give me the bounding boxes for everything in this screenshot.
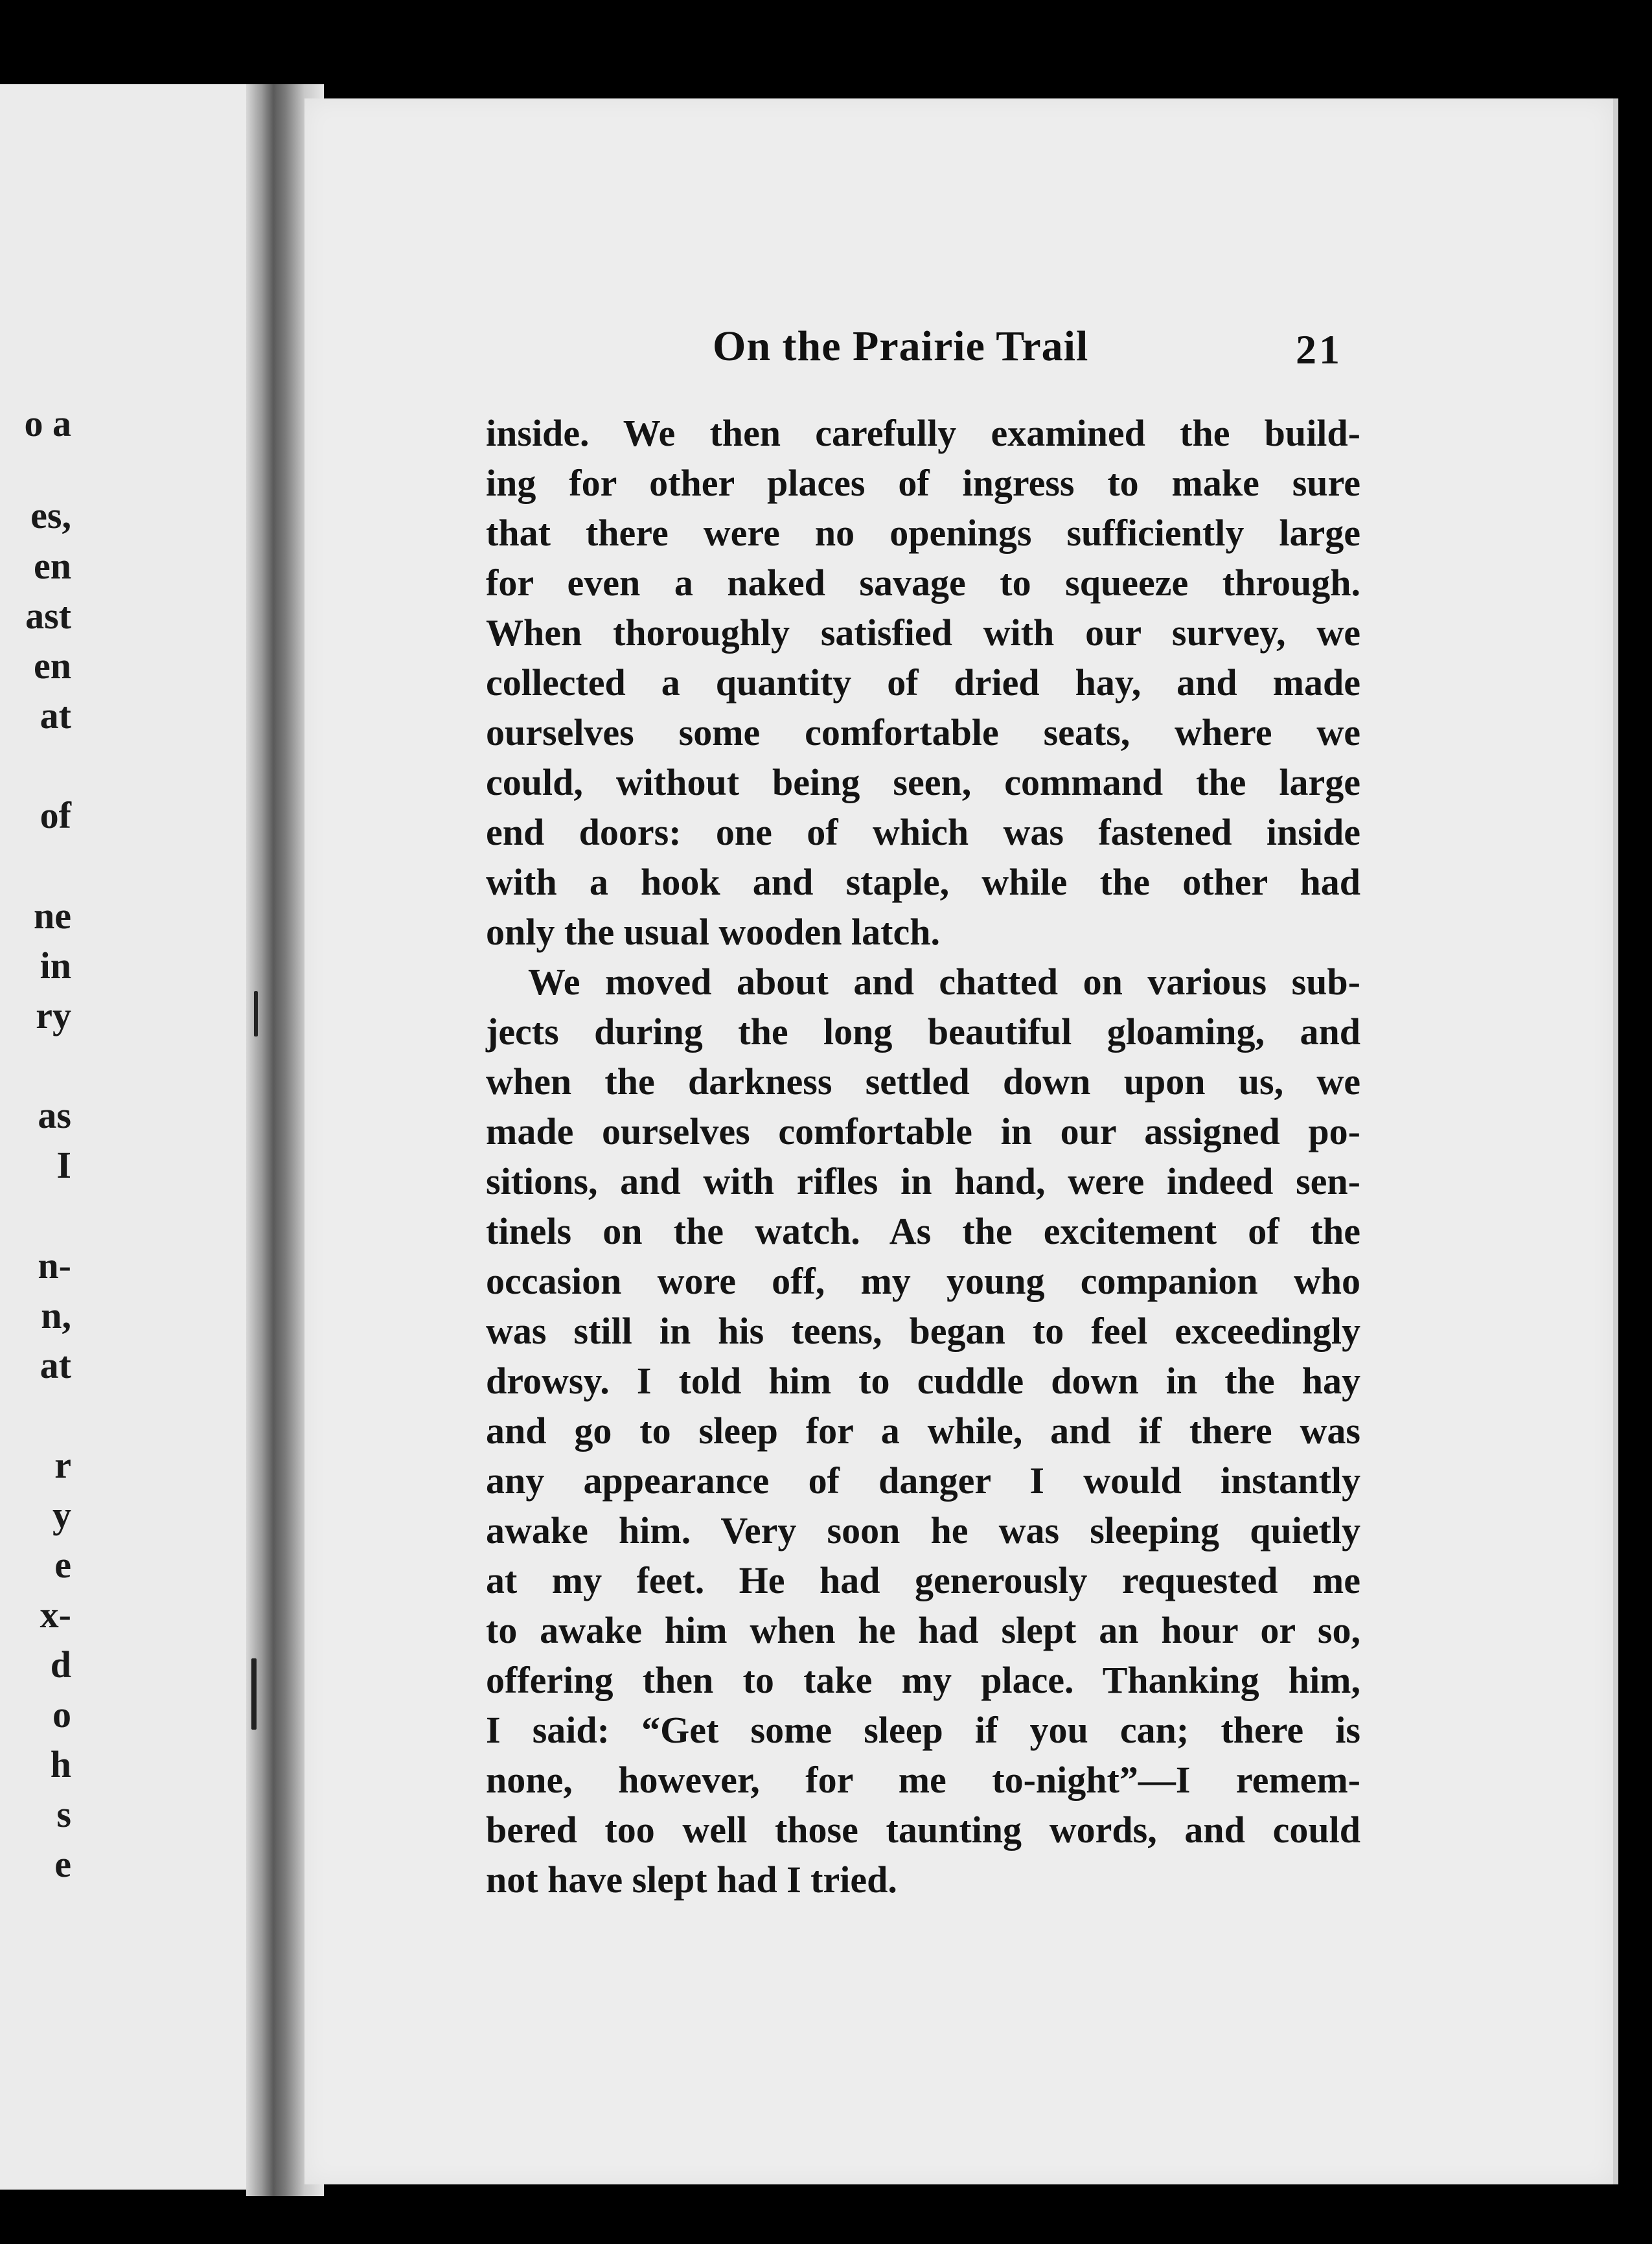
left-line-fragment: ne [34,895,71,937]
left-line-fragment: d [50,1643,71,1686]
text-line: I said: “Get some sleep if you can; there is [486,1709,1360,1751]
left-page-fragment [0,84,266,2190]
text-line: occasion wore off, my young companion who [486,1260,1360,1302]
left-line-fragment: at [40,1344,71,1386]
text-line: made ourselves comfortable in our assigned po- [486,1110,1360,1152]
text-line: end doors: one of which was fastened inside [486,811,1360,853]
left-line-fragment: ry [36,994,71,1036]
left-line-fragment: h [50,1743,71,1785]
text-line: with a hook and staple, while the other had [486,861,1360,903]
gutter-mark [251,1658,257,1730]
running-title: On the Prairie Trail [713,323,1089,370]
page-number: 21 [1296,326,1342,372]
text-line: tinels on the watch. As the excitement of the [486,1210,1360,1252]
text-line: awake him. Very soon he was sleeping quietly [486,1509,1360,1551]
left-line-fragment: es, [30,494,71,536]
text-line: ing for other places of ingress to make sure [486,462,1360,504]
text-line: collected a quantity of dried hay, and made [486,661,1360,704]
text-line: We moved about and chatted on various sub- [528,961,1360,1003]
left-line-fragment: of [40,794,71,836]
text-line: drowsy. I told him to cuddle down in the hay [486,1360,1360,1402]
left-line-fragment: x- [40,1594,71,1636]
gutter-mark [254,991,258,1036]
left-line-fragment: s [56,1793,71,1835]
body-text [486,408,1360,1905]
text-line: and go to sleep for a while, and if there was [486,1410,1360,1452]
left-line-fragment: r [54,1444,71,1486]
text-line: was still in his teens, began to feel exceedingly [486,1310,1360,1352]
left-line-fragment: ast [25,595,71,637]
text-line: jects during the long beautiful gloaming, and [486,1011,1360,1053]
book-page [304,98,1618,2184]
left-line-fragment: at [40,694,71,737]
left-line-fragment: n- [38,1244,71,1287]
running-head [304,322,1613,374]
left-line-fragment: I [56,1144,71,1186]
left-line-fragment: y [52,1494,71,1536]
paragraph [486,408,1360,957]
text-line: When thoroughly satisfied with our survey, we [486,612,1360,654]
text-line: any appearance of danger I would instantly [486,1460,1360,1502]
text-line: only the usual wooden latch. [486,911,940,953]
text-line: ourselves some comfortable seats, where we [486,711,1360,753]
left-line-fragment: o [52,1693,71,1735]
left-line-fragment: in [40,945,71,987]
text-line: to awake him when he had slept an hour or so, [486,1609,1360,1651]
text-line: when the darkness settled down upon us, we [486,1060,1360,1103]
text-line: could, without being seen, command the large [486,761,1360,803]
text-line: inside. We then carefully examined the build- [486,412,1360,454]
text-line: bered too well those taunting words, and could [486,1809,1360,1851]
text-line: not have slept had I tried. [486,1859,897,1901]
text-line: that there were no openings sufficiently large [486,512,1360,554]
left-line-fragment: en [34,645,71,687]
left-line-fragment: n, [41,1294,71,1336]
left-line-fragment: e [54,1843,71,1885]
text-line: offering then to take my place. Thanking him, [486,1659,1360,1701]
paragraph [486,957,1360,1905]
left-line-fragment: as [38,1094,71,1136]
text-line: sitions, and with rifles in hand, were indeed sen- [486,1160,1360,1202]
text-line: for even a naked savage to squeeze through. [486,562,1360,604]
text-line: at my feet. He had generously requested me [486,1559,1360,1601]
text-line: none, however, for me to-night”—I remem- [486,1759,1360,1801]
left-line-fragment: en [34,545,71,587]
left-line-fragment: e [54,1544,71,1586]
left-line-fragment: o a [24,402,71,444]
